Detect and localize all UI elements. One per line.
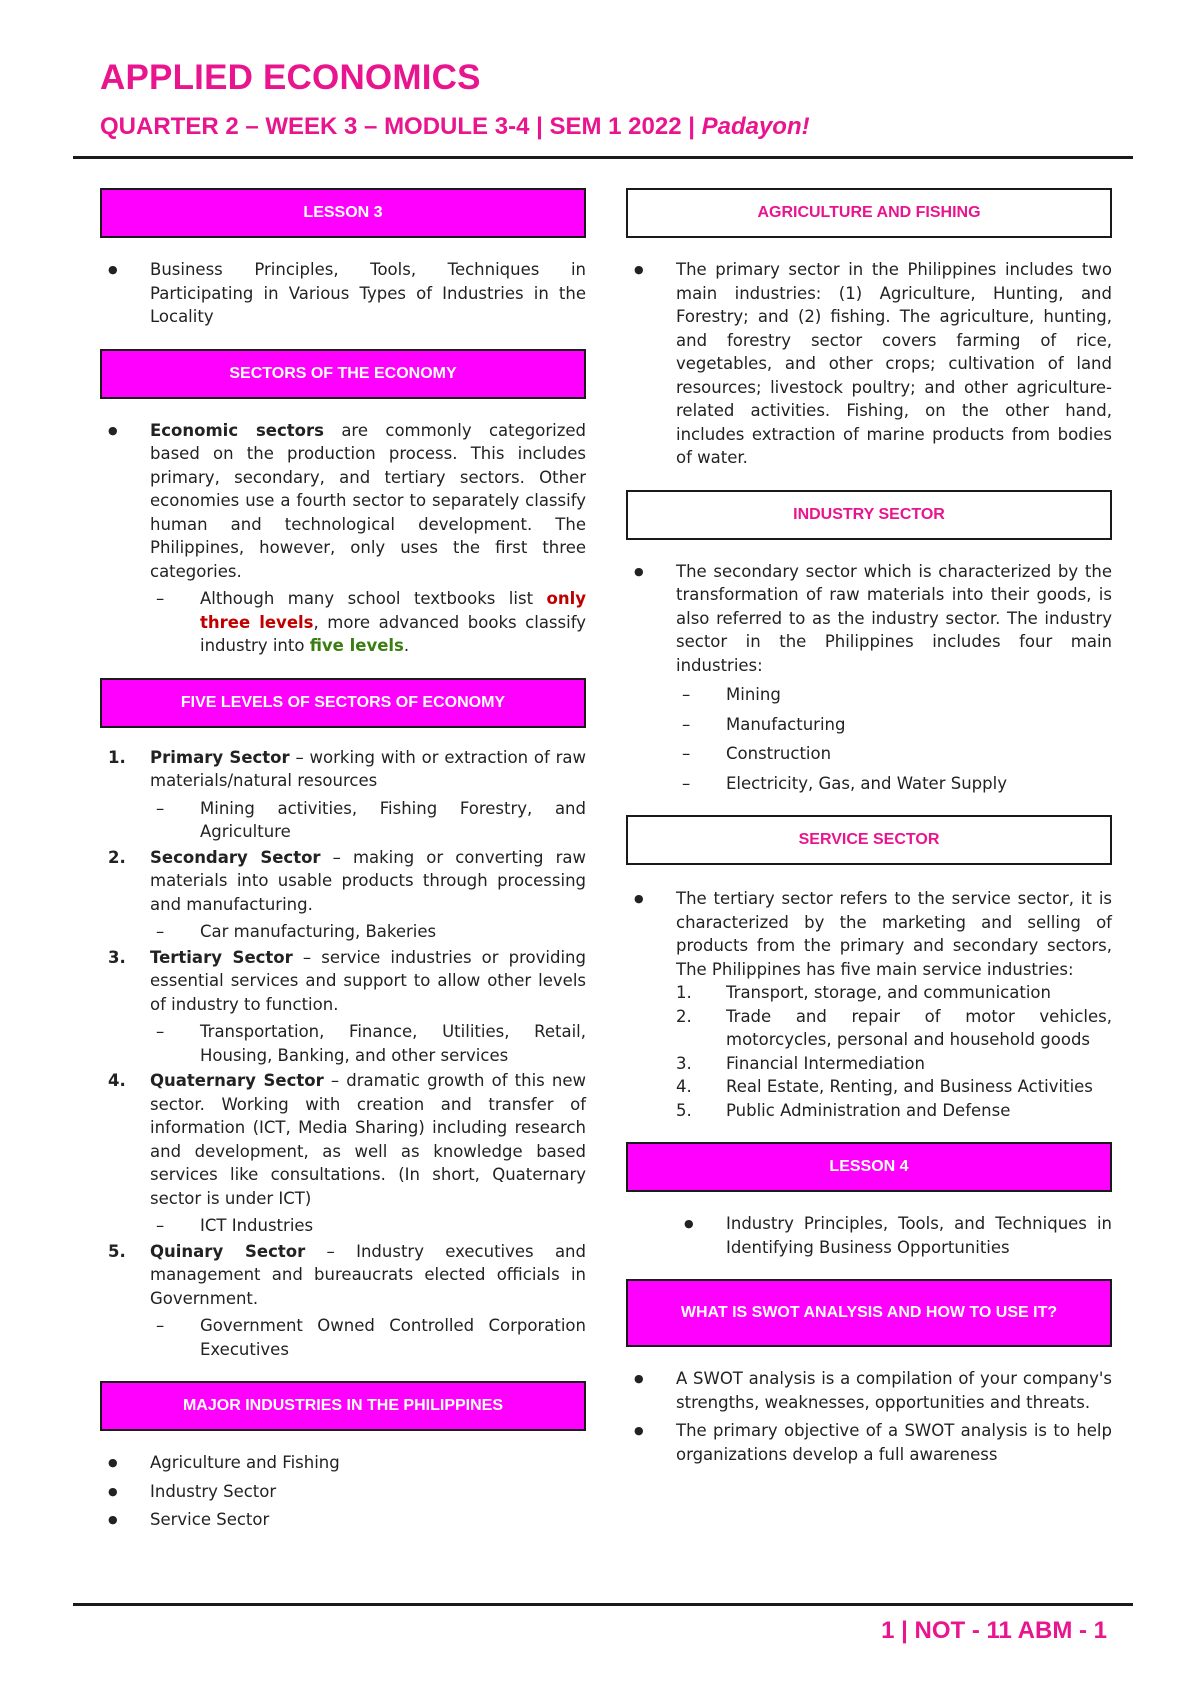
industry-list [626,560,1112,796]
note-red-text: only three levels [200,589,586,632]
service-sublist [676,981,1112,1122]
note-green-text: five levels [309,636,404,655]
service-item [676,1005,1112,1052]
level-item [100,1069,586,1238]
service-item-text: Public Administration and Defense [726,1100,1011,1120]
level-item [100,846,586,944]
level-item [100,946,586,1068]
service-item-number: 4. [676,1077,692,1096]
service-item [676,1075,1112,1099]
five-levels-heading: FIVE LEVELS OF SECTORS OF ECONOMY [100,678,586,728]
service-item-number: 3. [676,1053,692,1073]
industry-text: The secondary sector which is characterized by the transformation of raw materials into their goods, is also referred to as the industry sector. The industry sector in the Philippines includes four main industries: [676,561,1112,675]
service-item-number: 5. [676,1100,692,1120]
service-item-text: Trade and repair of motor vehicles, motorcycles, personal and household goods [726,1006,1112,1049]
level-examples [100,920,586,944]
lesson4-heading: LESSON 4 [626,1142,1112,1192]
major-industries-list [100,1451,586,1532]
level-examples [100,797,586,844]
agriculture-heading: AGRICULTURE AND FISHING [626,188,1112,238]
level-desc: – working with or extraction of raw materials/natural resources [150,747,586,790]
service-item-text: Transport, storage, and communication [726,983,1051,1002]
service-item-number: 2. [676,1006,692,1026]
service-item [676,981,1112,1005]
level-name: Quaternary Sector [150,1071,324,1090]
service-list [626,887,1112,1122]
level-desc: – Industry executives and management and bureaucrats elected officials in Government. [150,1241,586,1308]
service-item-number: 1. [676,983,692,1002]
industry-item: – Electricity, Gas, and Water Supply [626,772,1112,796]
level-name: Quinary Sector [150,1241,306,1261]
swot-bullet: ● The primary objective of a SWOT analysis is to help organizations develop a full awareness [626,1419,1112,1466]
lesson3-bullet: ● Business Principles, Tools, Techniques in Participating in Various Types of Industries in the Locality [100,258,586,329]
level-examples [100,1020,586,1067]
swot-list [626,1367,1112,1466]
major-industry-item: ● Service Sector [100,1508,586,1532]
level-desc: – making or converting raw materials into usable products through processing and manufacturing. [150,847,586,914]
lesson4-list [626,1212,1112,1259]
industry-item: – Construction [626,742,1112,766]
swot-bullet: ● A SWOT analysis is a compilation of your company's strengths, weaknesses, opportunities and threats. [626,1367,1112,1414]
level-name: Primary Sector [150,747,290,767]
service-item-text: Real Estate, Renting, and Business Activities [726,1077,1093,1096]
level-name: Secondary Sector [150,847,321,867]
service-text: The tertiary sector refers to the service sector, it is characterized by the marketing and selling of products from the primary and secondary sectors, The Philippines has five main service industries: [676,889,1112,979]
industry-sublist [626,683,1112,795]
page-footer: 1 | NOT - 11 ABM - 1 [881,1617,1107,1644]
major-industry-item: ● Agriculture and Fishing [100,1451,586,1475]
note-text-b: , more advanced books classify industry into [200,612,586,655]
document-subtitle [100,113,810,141]
level-example: – Mining activities, Fishing Forestry, and Agriculture [100,797,586,844]
sectors-heading: SECTORS OF THE ECONOMY [100,349,586,399]
document-title: APPLIED ECONOMICS [100,58,481,97]
level-example: – Government Owned Controlled Corporation Executives [100,1314,586,1361]
level-desc: – dramatic growth of this new sector. Working with creation and transfer of information (ICT, Media Sharing) including research and development, as well as knowledge based services like consultations. (In short, Quaternary sector is under ICT) [150,1071,586,1208]
service-heading: SERVICE SECTOR [626,815,1112,865]
level-number: 4. [108,1071,126,1090]
major-industries-heading: MAJOR INDUSTRIES IN THE PHILIPPINES [100,1381,586,1431]
sectors-sublist [100,587,586,658]
level-example: – ICT Industries [100,1214,586,1238]
right-column [626,188,1112,1486]
level-item [100,746,586,844]
lesson4-bullet: ● Industry Principles, Tools, and Techniques in Identifying Business Opportunities [626,1212,1112,1259]
industry-heading: INDUSTRY SECTOR [626,490,1112,540]
level-examples [100,1314,586,1361]
subtitle-motto: Padayon! [701,113,810,140]
service-item [676,1099,1112,1123]
subtitle-text: QUARTER 2 – WEEK 3 – MODULE 3-4 | SEM 1 2022 | [100,113,702,140]
lesson3-list [100,258,586,329]
level-example: – Car manufacturing, Bakeries [100,920,586,944]
industry-item: – Manufacturing [626,713,1112,737]
agriculture-bullet: ● The primary sector in the Philippines includes two main industries: (1) Agriculture, Hunting, and Forestry; and (2) fishing. The agriculture, hunting, and forestry sector covers farming of rice, vegetables, and other crops; cultivation of land resources; livestock poultry; and other agriculture-related activities. Fishing, on the other hand, includes extraction of marine products from bodies of water. [626,258,1112,470]
level-number: 2. [108,847,126,867]
level-desc: – service industries or providing essential services and support to allow other levels of industry to function. [150,947,586,1014]
agriculture-list [626,258,1112,470]
level-item [100,1240,586,1362]
top-rule [73,156,1133,159]
level-example: – Transportation, Finance, Utilities, Retail, Housing, Banking, and other services [100,1020,586,1067]
bottom-rule [73,1603,1133,1606]
sectors-text: are commonly categorized based on the production process. This includes primary, secondary, and tertiary sectors. Other economies use a fourth sector to separately classify human and technological development. The Philippines, however, only uses the first three categories. [150,420,586,581]
level-number: 1. [108,747,126,767]
service-bullet [626,887,1112,1122]
sectors-note [100,587,586,658]
service-item [676,1052,1112,1076]
left-column [100,188,586,1552]
level-examples [100,1214,586,1238]
major-industry-item: ● Industry Sector [100,1480,586,1504]
swot-heading: WHAT IS SWOT ANALYSIS AND HOW TO USE IT? [626,1279,1112,1347]
sectors-list [100,419,586,658]
note-text-c: . [403,636,410,655]
industry-item: – Mining [626,683,1112,707]
level-number: 5. [108,1241,126,1261]
five-levels-list [100,746,586,1362]
service-item-text: Financial Intermediation [726,1053,925,1073]
sectors-term: Economic sectors [150,420,324,440]
level-name: Tertiary Sector [150,947,293,967]
note-text-a: Although many school textbooks list [200,589,547,608]
level-number: 3. [108,947,126,967]
industry-bullet [626,560,1112,796]
lesson3-heading: LESSON 3 [100,188,586,238]
sectors-bullet [100,419,586,658]
